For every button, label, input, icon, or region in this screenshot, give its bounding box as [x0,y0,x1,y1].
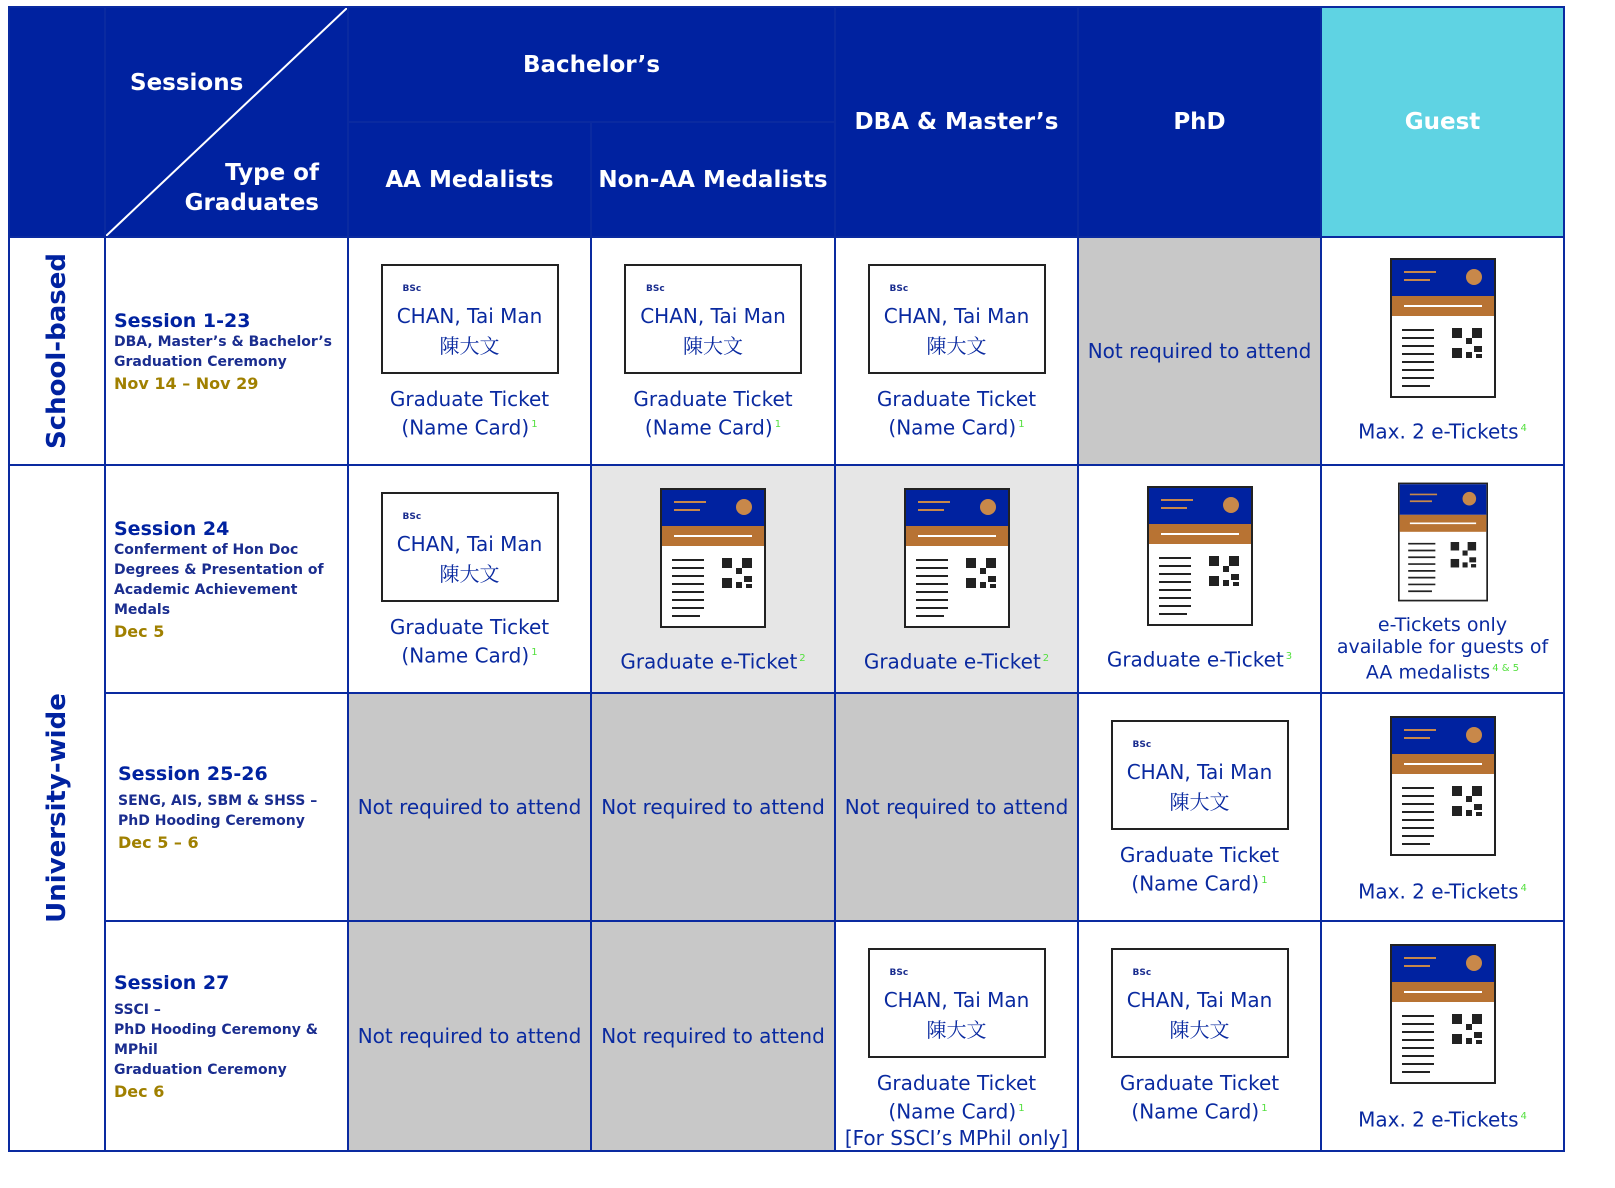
cell-r3-aa [347,692,592,922]
eticket-icon [1147,486,1253,626]
max-etickets-label [1322,416,1563,445]
label-line: Graduate Ticket [876,1071,1037,1095]
header-bachelors: Bachelor’s [347,6,836,123]
cell-r4-non-aa [590,920,836,1152]
name-card-chinese: 陳大文 [683,334,743,358]
label-line: Graduate Ticket [389,387,550,411]
header-type-of-label: Type of [225,160,319,186]
sidebar-university-wide [8,464,106,1152]
name-card [868,264,1046,374]
label-line: Max. 2 e-Tickets [1358,1107,1519,1132]
eticket-icon [660,488,766,628]
session-cell-2 [104,464,349,694]
graduate-eticket-label [836,646,1077,675]
eticket-icon [1398,482,1488,602]
sidebar-school-label: School-based [42,253,73,449]
cell-r1-dba [834,236,1079,466]
name-card-name: CHAN, Tai Man [396,304,543,328]
session-cell-3 [104,692,349,922]
eticket-icon [1390,944,1496,1084]
header-sessions-label: Sessions [130,70,244,96]
session-cell-4 [104,920,349,1152]
label-line: (Name Card) [644,415,773,440]
label-line: available for guests of [1336,636,1549,658]
not-required-label: Not required to attend [357,795,582,819]
session-subtitle: Graduation Ceremony [114,353,287,370]
footnote: 1 [531,647,538,658]
name-card-degree: BSc [889,968,909,978]
header-phd: PhD [1077,6,1322,238]
name-card-chinese: 陳大文 [926,334,987,358]
name-card-degree: BSc [1132,740,1152,750]
cell-r2-aa [347,464,592,694]
session-subtitle: Academic Achievement Medals [114,581,298,618]
name-card [624,264,802,374]
header-dba-masters: DBA & Master’s [834,6,1079,238]
footnote: 1 [1018,419,1025,430]
name-card-chinese: 陳大文 [926,1018,987,1042]
header-non-aa-medalists: Non-AA Medalists [590,121,836,238]
cell-r3-phd [1077,692,1322,922]
name-card-name: CHAN, Tai Man [883,304,1030,328]
name-card-chinese: 陳大文 [439,334,500,358]
etickets-only-note [1322,614,1563,683]
label-line: [For SSCI’s MPhil only] [844,1125,1069,1150]
label-line: Graduate e-Ticket [863,649,1041,674]
eticket-icon [1390,258,1496,398]
sidebar-university-label: University-wide [42,693,73,923]
label-line: Max. 2 e-Tickets [1358,419,1519,444]
name-card-chinese: 陳大文 [439,562,500,586]
eticket-icon [904,488,1010,628]
name-card [1111,948,1289,1058]
label-line: Graduate Ticket [389,615,550,639]
cell-r3-guest [1320,692,1565,922]
footnote: 1 [1261,875,1268,886]
label-line: AA medalists [1365,661,1491,684]
graduate-ticket-label [1079,1070,1320,1125]
session-cell-1 [104,236,349,466]
session-date: Dec 5 [114,621,165,641]
name-card-name: CHAN, Tai Man [1126,988,1273,1012]
not-required-label: Not required to attend [357,1024,582,1048]
session-date: Nov 14 – Nov 29 [114,373,259,393]
not-required-label: Not required to attend [601,795,825,819]
name-card [1111,720,1289,830]
name-card-degree: BSc [646,284,665,294]
label-line: Max. 2 e-Tickets [1358,879,1519,904]
label-line: (Name Card) [401,415,530,440]
footnote: 4 [1520,423,1527,434]
label-line: e-Tickets only [1377,614,1508,636]
graduate-ticket-label [592,386,834,441]
cell-r4-phd [1077,920,1322,1152]
header-graduates-label: Graduates [184,190,319,216]
not-required-label: Not required to attend [601,1024,825,1048]
cell-r2-guest [1320,464,1565,694]
session-title: Session 1-23 [114,309,251,332]
session-subtitle: PhD Hooding Ceremony & MPhil [114,1021,318,1058]
session-subtitle: Conferment of Hon Doc [114,541,299,558]
name-card-name: CHAN, Tai Man [396,532,543,556]
cell-r2-phd [1077,464,1322,694]
graduate-ticket-label [836,386,1077,441]
footnote: 1 [1018,1103,1025,1114]
header-aa-medalists: AA Medalists [347,121,592,238]
label-line: Graduate Ticket [633,387,793,411]
session-subtitle: PhD Hooding Ceremony [118,812,305,829]
label-line: Graduate Ticket [1119,1071,1280,1095]
label-line: Graduate e-Ticket [1106,647,1284,672]
label-line: Graduate e-Ticket [620,649,798,674]
eticket-icon [1390,716,1496,856]
name-card-name: CHAN, Tai Man [640,304,786,328]
header-sessions-type [104,6,349,238]
label-line: (Name Card) [888,1099,1017,1124]
footnote: 1 [1261,1103,1268,1114]
name-card [868,948,1046,1058]
name-card-degree: BSc [889,284,909,294]
name-card-chinese: 陳大文 [1169,1018,1230,1042]
cell-r1-non-aa [590,236,836,466]
session-date: Dec 5 – 6 [118,832,199,852]
footnote: 1 [774,419,782,430]
name-card-degree: BSc [1132,968,1152,978]
cell-r4-aa [347,920,592,1152]
footnote: 3 [1285,651,1293,662]
graduate-ticket-label [349,614,590,669]
footnote: 4 [1520,1111,1527,1122]
label-line: (Name Card) [888,415,1017,440]
label-line: Graduate Ticket [876,387,1037,411]
name-card-name: CHAN, Tai Man [883,988,1030,1012]
session-subtitle: DBA, Master’s & Bachelor’s [114,333,333,350]
cell-r4-dba [834,920,1079,1152]
not-required-label: Not required to attend [1087,339,1312,363]
session-subtitle: Degrees & Presentation of [114,561,324,578]
label-line: Graduate Ticket [1119,843,1280,867]
cell-r1-guest [1320,236,1565,466]
name-card-degree: BSc [402,512,422,522]
sidebar-school-based [8,236,106,466]
label-line: (Name Card) [401,643,530,668]
not-required-label: Not required to attend [844,795,1069,819]
graduate-ticket-label [1079,842,1320,897]
cell-r1-aa [347,236,592,466]
session-date: Dec 6 [114,1081,165,1101]
cell-r2-dba [834,464,1079,694]
name-card-chinese: 陳大文 [1169,790,1230,814]
graduate-eticket-label [592,646,834,675]
cell-r3-non-aa [590,692,836,922]
graduate-ticket-label [349,386,590,441]
cell-r3-dba [834,692,1079,922]
session-subtitle: SSCI – [114,1001,161,1018]
cell-r4-guest [1320,920,1565,1152]
label-line: (Name Card) [1131,871,1260,896]
name-card [381,492,559,602]
cell-r2-non-aa [590,464,836,694]
session-title: Session 25-26 [118,762,268,785]
footnote: 2 [1042,653,1050,664]
max-etickets-label [1322,876,1563,905]
footnote: 4 [1520,883,1527,894]
session-title: Session 24 [114,517,230,540]
footnote: 1 [531,419,538,430]
graduate-ticket-label [836,1070,1077,1151]
header-guest: Guest [1320,6,1565,238]
name-card-degree: BSc [402,284,422,294]
session-subtitle: Graduation Ceremony [114,1061,287,1078]
name-card [381,264,559,374]
session-subtitle: SENG, AIS, SBM & SHSS – [118,792,318,809]
graduate-eticket-label [1079,644,1320,673]
max-etickets-label [1322,1104,1563,1133]
label-line: (Name Card) [1131,1099,1260,1124]
header-corner-blank [8,6,106,238]
footnote: 4 & 5 [1492,663,1520,674]
cell-r1-phd [1077,236,1322,466]
name-card-name: CHAN, Tai Man [1126,760,1273,784]
session-title: Session 27 [114,971,230,994]
footnote: 2 [799,653,806,664]
